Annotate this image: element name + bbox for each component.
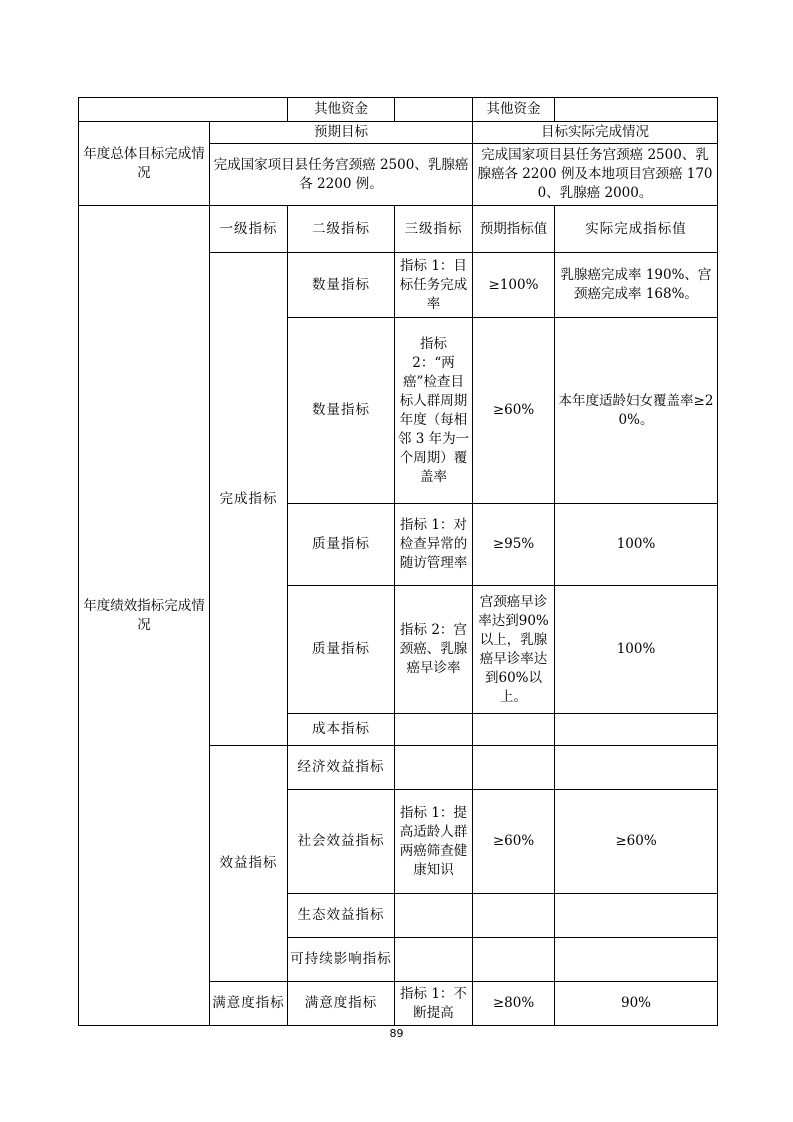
header-expected: 预期指标值 — [473, 206, 555, 253]
level3-cell: 指标 2：“两癌”检查目标人群周期年度（每相邻 3 年为一个周期）覆盖率 — [395, 318, 473, 504]
expected-cell — [473, 714, 555, 746]
level3-cell: 指标 1：目标任务完成率 — [395, 253, 473, 318]
header-level2: 二级指标 — [288, 206, 395, 253]
actual-cell — [555, 938, 718, 982]
expected-cell — [473, 746, 555, 790]
actual-goal-header: 目标实际完成情况 — [473, 122, 718, 144]
level2-cell: 数量指标 — [288, 318, 395, 504]
actual-cell: 90% — [555, 982, 718, 1026]
header-level3: 三级指标 — [395, 206, 473, 253]
level3-cell: 指标 1：不断提高 — [395, 982, 473, 1026]
level2-cell: 数量指标 — [288, 253, 395, 318]
level3-cell — [395, 938, 473, 982]
actual-cell: ≥60% — [555, 790, 718, 894]
group-benefit: 效益指标 — [210, 746, 288, 982]
level2-cell: 生态效益指标 — [288, 894, 395, 938]
expected-cell — [473, 938, 555, 982]
level2-cell: 经济效益指标 — [288, 746, 395, 790]
funds-empty-cell — [79, 98, 288, 122]
actual-cell — [555, 894, 718, 938]
group-completion: 完成指标 — [210, 253, 288, 746]
header-level1: 一级指标 — [210, 206, 288, 253]
level3-cell — [395, 714, 473, 746]
level3-cell — [395, 894, 473, 938]
level2-cell: 社会效益指标 — [288, 790, 395, 894]
expected-cell: ≥80% — [473, 982, 555, 1026]
indicators-row-label: 年度绩效指标完成情况 — [79, 206, 210, 1026]
header-actual: 实际完成指标值 — [555, 206, 718, 253]
level2-cell: 可持续影响指标 — [288, 938, 395, 982]
indicator-header-row — [79, 206, 718, 253]
expected-cell: 宫颈癌早诊率达到90%以上，乳腺癌早诊率达到60%以上。 — [473, 586, 555, 714]
actual-cell — [555, 714, 718, 746]
level2-cell: 质量指标 — [288, 504, 395, 586]
actual-cell: 100% — [555, 504, 718, 586]
level2-cell: 质量指标 — [288, 586, 395, 714]
overall-header-row — [79, 122, 718, 144]
expected-cell — [473, 894, 555, 938]
actual-cell: 乳腺癌完成率 190%、宫颈癌完成率 168%。 — [555, 253, 718, 318]
expected-cell: ≥60% — [473, 790, 555, 894]
page-number: 89 — [389, 1027, 404, 1040]
level2-cell: 满意度指标 — [288, 982, 395, 1026]
level2-cell: 成本指标 — [288, 714, 395, 746]
level3-cell: 指标 1：提高适龄人群两癌筛查健康知识 — [395, 790, 473, 894]
funds-value-cell — [395, 98, 473, 122]
funds-label-cell-2: 其他资金 — [473, 98, 555, 122]
expected-goal-text: 完成国家项目县任务宫颈癌 2500、乳腺癌各 2200 例。 — [210, 144, 473, 206]
actual-goal-text: 完成国家项目县任务宫颈癌 2500、乳腺癌各 2200 例及本地项目宫颈癌 1700、乳腺癌 2000。 — [473, 144, 718, 206]
funds-value-cell-2 — [555, 98, 718, 122]
overall-row-label: 年度总体目标完成情况 — [79, 122, 210, 206]
level3-cell — [395, 746, 473, 790]
level3-cell: 指标 2：宫颈癌、乳腺癌早诊率 — [395, 586, 473, 714]
funds-row — [79, 98, 718, 122]
expected-goal-header: 预期目标 — [210, 122, 473, 144]
actual-cell: 本年度适龄妇女覆盖率≥20%。 — [555, 318, 718, 504]
funds-label-cell: 其他资金 — [288, 98, 395, 122]
actual-cell — [555, 746, 718, 790]
expected-cell: ≥60% — [473, 318, 555, 504]
performance-table — [78, 97, 718, 1026]
level3-cell: 指标 1：对检查异常的随访管理率 — [395, 504, 473, 586]
expected-cell: ≥100% — [473, 253, 555, 318]
actual-cell: 100% — [555, 586, 718, 714]
expected-cell: ≥95% — [473, 504, 555, 586]
group-satisfaction: 满意度指标 — [210, 982, 288, 1026]
